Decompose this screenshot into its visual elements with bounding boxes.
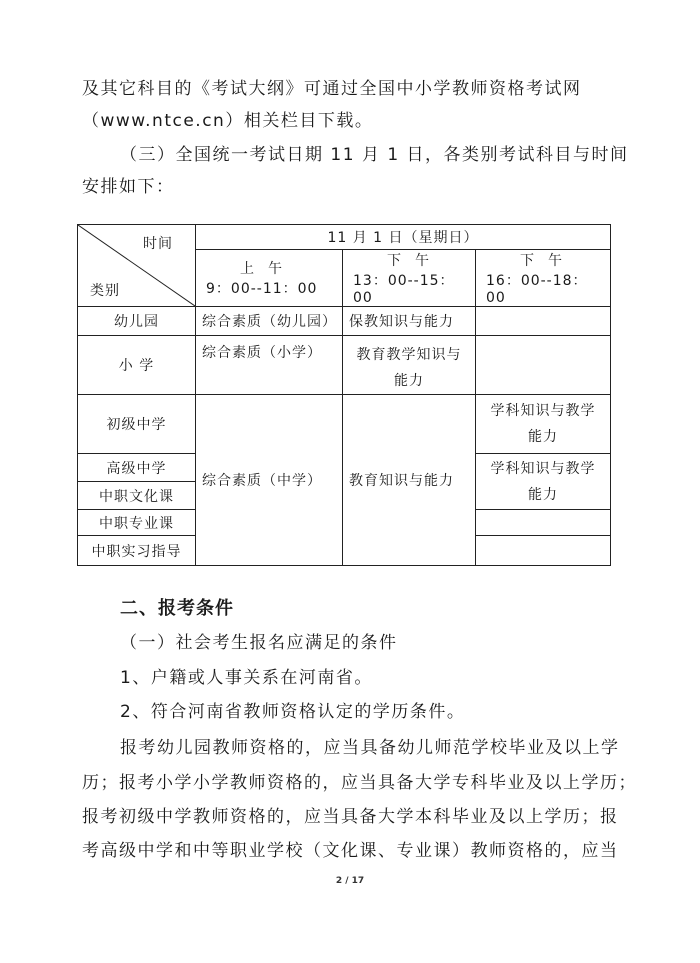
slot-range: 9：00--11：00: [206, 281, 318, 297]
subsection-title: （一）社会考生报名应满足的条件: [120, 633, 398, 653]
body-line: 报考初级中学教师资格的，应当具备大学本科毕业及以上学历；报: [82, 807, 619, 827]
subject-line: 能力: [394, 373, 424, 389]
subject-line: 教育教学知识与: [356, 347, 462, 363]
subject-line: 能力: [528, 429, 558, 445]
body-line: 考高级中学和中等职业学校（文化课、专业课）教师资格的，应当: [82, 841, 619, 861]
paragraph-line: （www.ntce.cn）相关栏目下载。: [82, 111, 374, 131]
empty-cell: [476, 510, 611, 536]
empty-cell: [476, 536, 611, 566]
slot-range: 16：00--18：00: [486, 273, 588, 306]
junior-subject-3: [476, 395, 611, 454]
condition-item: 2、符合河南省教师资格认定的学历条件。: [120, 702, 466, 722]
exam-date-header: 11 月 1 日（星期日）: [196, 225, 611, 250]
category-vocational-practice: 中职实习指导: [78, 536, 196, 566]
slot-name: 下午: [520, 253, 576, 269]
category-kindergarten: 幼儿园: [78, 307, 196, 336]
slot-name: 下午: [387, 253, 443, 269]
paragraph-line: 及其它科目的《考试大纲》可通过全国中小学教师资格考试网: [82, 79, 582, 99]
subject-line: 学科知识与教学: [490, 460, 596, 477]
primary-subject-1: 综合素质（小学）: [196, 336, 343, 395]
slot-name: 上午: [240, 261, 296, 277]
subject-line: 能力: [528, 486, 558, 503]
subject-line: 学科知识与教学: [490, 403, 596, 419]
corner-time-label: 时间: [143, 236, 173, 252]
paragraph-line: 安排如下：: [82, 177, 175, 197]
category-senior-middle: 高级中学: [78, 454, 196, 482]
middle-subject-2: 教育知识与能力: [343, 395, 476, 566]
kindergarten-subject-1: 综合素质（幼儿园）: [196, 307, 343, 336]
corner-category-label: 类别: [90, 283, 120, 299]
category-vocational-culture: 中职文化课: [78, 482, 196, 510]
primary-subject-2: [343, 336, 476, 395]
page-number: 2 / 17: [335, 876, 365, 886]
body-line: 历；报考小学小学教师资格的，应当具备大学专科毕业及以上学历；: [82, 773, 637, 793]
exam-schedule-table: [77, 224, 611, 566]
body-line: 报考幼儿园教师资格的，应当具备幼儿师范学校毕业及以上学: [120, 738, 620, 758]
category-junior-middle: 初级中学: [78, 395, 196, 454]
condition-item: 1、户籍或人事关系在河南省。: [120, 668, 373, 688]
category-vocational-major: 中职专业课: [78, 510, 196, 536]
time-slot-3: [476, 250, 611, 307]
kindergarten-subject-2: 保教知识与能力: [343, 307, 476, 336]
section-heading: 二、报考条件: [120, 598, 234, 619]
table-corner-header: [78, 225, 196, 307]
slot-range: 13：00--15：00: [353, 273, 455, 306]
senior-subject-3: [476, 454, 611, 510]
paragraph-line: （三）全国统一考试日期 11 月 1 日，各类别考试科目与时间: [120, 145, 629, 165]
empty-cell: [476, 336, 611, 395]
time-slot-1: [196, 250, 343, 307]
category-primary: 小 学: [78, 336, 196, 395]
empty-cell: [476, 307, 611, 336]
time-slot-2: [343, 250, 476, 307]
middle-subject-1: 综合素质（中学）: [196, 395, 343, 566]
